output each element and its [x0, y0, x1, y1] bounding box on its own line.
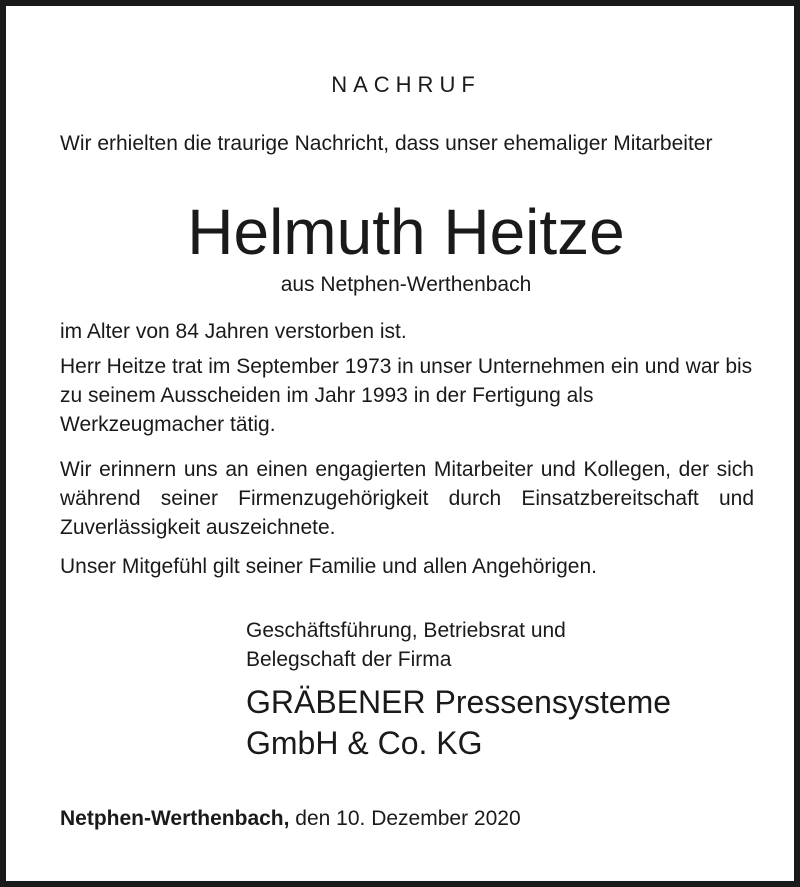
signers-line-2: Belegschaft der Firma — [246, 648, 452, 671]
career-paragraph: Herr Heitze trat im September 1973 in unser Unternehmen ein und war bis zu seinem Ausscheiden im Jahr 1993 in der Fertigung als Werkzeugmacher tätig. — [60, 355, 753, 436]
footer-place: Netphen-Werthenbach, — [60, 807, 290, 830]
age-line: im Alter von 84 Jahren verstorben ist. — [60, 320, 407, 343]
place-date-line — [60, 804, 760, 833]
signers-line-1: Geschäftsführung, Betriebsrat und — [246, 619, 566, 642]
remembrance-paragraph: Wir erinnern uns an einen engagierten Mitarbeiter und Kollegen, der sich während seiner Firmenzugehörigkeit durch Einsatzbereitschaft und Zuverlässigkeit auszeichnete. — [60, 458, 754, 539]
company-line-2: GmbH & Co. KG — [246, 725, 483, 761]
notice-title: NACHRUF — [331, 72, 481, 97]
company-line-1: GRÄBENER Pressensysteme — [246, 684, 672, 720]
intro-text: Wir erhielten die traurige Nachricht, dass unser ehemaliger Mitarbeiter — [60, 132, 713, 155]
condolence-paragraph: Unser Mitgefühl gilt seiner Familie und allen Angehörigen. — [60, 555, 597, 578]
footer-date: den 10. Dezember 2020 — [289, 807, 521, 830]
deceased-origin: aus Netphen-Werthenbach — [280, 273, 532, 296]
signers-block — [246, 616, 766, 674]
deceased-name: Helmuth Heitze — [187, 196, 625, 268]
company-name — [246, 682, 786, 764]
